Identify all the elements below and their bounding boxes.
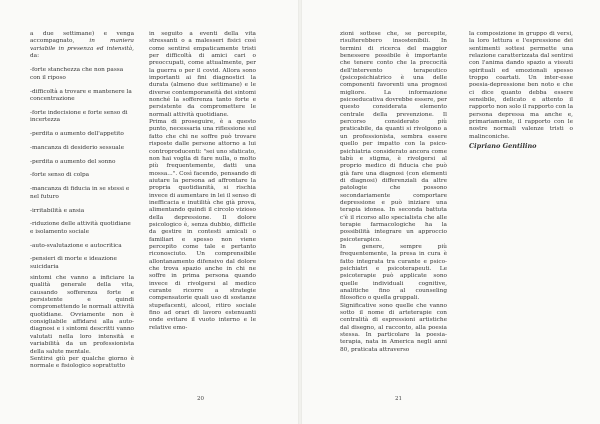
symptom-item: -forte stanchezza che non passa con il riposo xyxy=(30,67,124,81)
page-number: 21 xyxy=(395,396,402,402)
symptom-item: -pensieri di morte e ideazione suicidaria xyxy=(30,256,117,270)
symptom-item: -mancanza di desiderio sessuale xyxy=(30,144,124,151)
body-paragraph: zioni sottese che, se percepite, risulterebbero insostenibili. In termini di ricerca del maggior benessere possibile è importante che tenere conto che la precocità dell'intervento terapeutico (psicopsichiatrico è una delle componenti favorenti una prognosi migliore. La informazione psicoeducativa dovrebbe essere, per questo considerata elemento centrale della prevenzione. Il percorso considerato più praticabile, da quanti si rivolgono a un professionista, sembra essere quello per impatto con la psico-psichiatria considerato ancora come tabù e stigma, è rivolgersi al proprio medico di fiducia che può già fare una diagnosi (con elementi di diagnosi) differenziali da altre patologie che possono secondariamente comportare depressione e può iniziare una terapia idonea. In seconda battuta c'è il ricorso allo specialista che alle terapie farmacologiche ha la possibilità integrare un approccio psicoterapico. xyxy=(340,31,447,243)
intro-tail-text: da: xyxy=(30,53,40,60)
symptom-item: -forte indecisione e forte senso di incertezza xyxy=(30,109,128,124)
after-list-paragraph: sintomi che vanno a inficiare la qualità generale della vita, causando sofferenza forte e persistente e quindi compromettendo le normali attività quotidiane. Ovviamente non è consigliabile affidarsi alla auto-diagnosi e i sintomi descritti vanno valutati nella loro intensità e variabilità da un professionista della salute mentale. xyxy=(30,275,134,355)
right-page-column-1 xyxy=(340,31,447,354)
symptom-item: -perdita o aumento del sonno xyxy=(30,158,116,165)
right-page-column-2 xyxy=(469,31,573,151)
symptom-item: -auto-svalutazione e autocritica xyxy=(30,242,122,249)
closing-paragraph: Sentirsi giù per qualche giorno è normale e fisiologico soprattutto xyxy=(30,355,134,370)
body-paragraph: in seguito a eventi della vita stressanti o a malesseri fisici così come sentirsi empaticamente tristi per difficoltà di amici cari o preoccupati, come attualmente, per la guerra o per il covid. Allora sono importanti ai fini diagnostici la durata (almeno due settimane) e le diverse contemporaneità dei sintomi nonché la sofferenza tanto forte e persistente da compromettere le normali attività quotidiane. xyxy=(149,31,256,118)
symptom-item: -mancanza di fiducia in se stessi e nel futuro xyxy=(30,186,130,200)
intro-text: a due settimane) e venga accompagnato, xyxy=(30,31,134,45)
symptom-item: -perdita o aumento dell'appetito xyxy=(30,130,124,137)
symptom-item: -difficoltà a trovare e mantenere la concentrazione xyxy=(30,88,132,102)
page-number: 20 xyxy=(197,396,204,402)
left-page-column-1 xyxy=(30,31,134,371)
symptom-item: -irritabilità e ansia xyxy=(30,207,85,214)
intro-italic-text: in maniera variabile in presenza ed intensità, xyxy=(30,38,134,52)
body-paragraph: la composizione in gruppo di versi, la loro lettura e l'espressione dei sentimenti sottesi permette una relazione caratterizzata dal sentirsi con l'anima dando spazio a vissuti spirituali ed emozionali spesso troppo coartati. Un inter-esse poesia-depressione ben noto e che ci dice quanto debba essere sensibile, delicato e attento il rapporto non solo il rapporto con la persona depressa ma anche e, primariamente, il rapporto con le nostre normali valenze tristi o malinconiche. xyxy=(469,31,573,140)
symptom-item: -forte senso di colpa xyxy=(30,172,90,179)
body-paragraph: Significative sono quelle che vanno sotto il nome di arteterapie con centralità di espressioni artistiche dal disegno, al racconto, alla poesia stessa. In particolare la poesia-terapia, nata in America negli anni 80, praticata attraverso xyxy=(340,302,447,353)
left-page-column-2 xyxy=(149,31,256,332)
author-signature: Cipriano Gentilino xyxy=(469,142,537,151)
body-paragraph: In genere, sempre più frequentemente, la presa in cura è fatto integrata tra curante e psico-psichiatri e psicoterapeuti. Le psicoterapie può applicate sono quelle individuali cognitive, analitiche fino al counseling filosofico o quella gruppali. xyxy=(340,243,447,302)
symptom-item: -riduzione delle attività quotidiane e isolamento sociale xyxy=(30,221,131,235)
body-paragraph: Prima di proseguire, è a questo punto, necessaria una riflessione sul fatto che chi ne soffre può trovare risposte dalle persone attorno a lui controproducenti: "sei uno sfaticato, non hai voglia di fare nulla, o molto più frequentemente, datti una mossa...". Così facendo, pensando di aiutare la persona ad affrontare la propria quotidianità, si rischia invece di aumentare in lei il senso di inefficacia e inutilità che già prova, alimentando quindi il circolo vizioso della depressione. Il dolore psicologico è, senza dubbio, difficile da gestire in contesti amicali o familiari e spesso non viene percepito come tale e pertanto riconosciuto. Un comprensibile allontanamento difensivo dal dolore che trova spazio anche in chi ne soffre in prima persona quando invece di rivolgersi al medico curante ricorre a strategie compensatorie quali uso di sostanze stupefacenti, alcool, ritiro sociale fino ad orari di lavoro estenuanti onde evitare il vuoto interno e le relative emo- xyxy=(149,119,257,331)
intro-paragraph xyxy=(30,31,134,60)
right-page xyxy=(300,0,600,424)
